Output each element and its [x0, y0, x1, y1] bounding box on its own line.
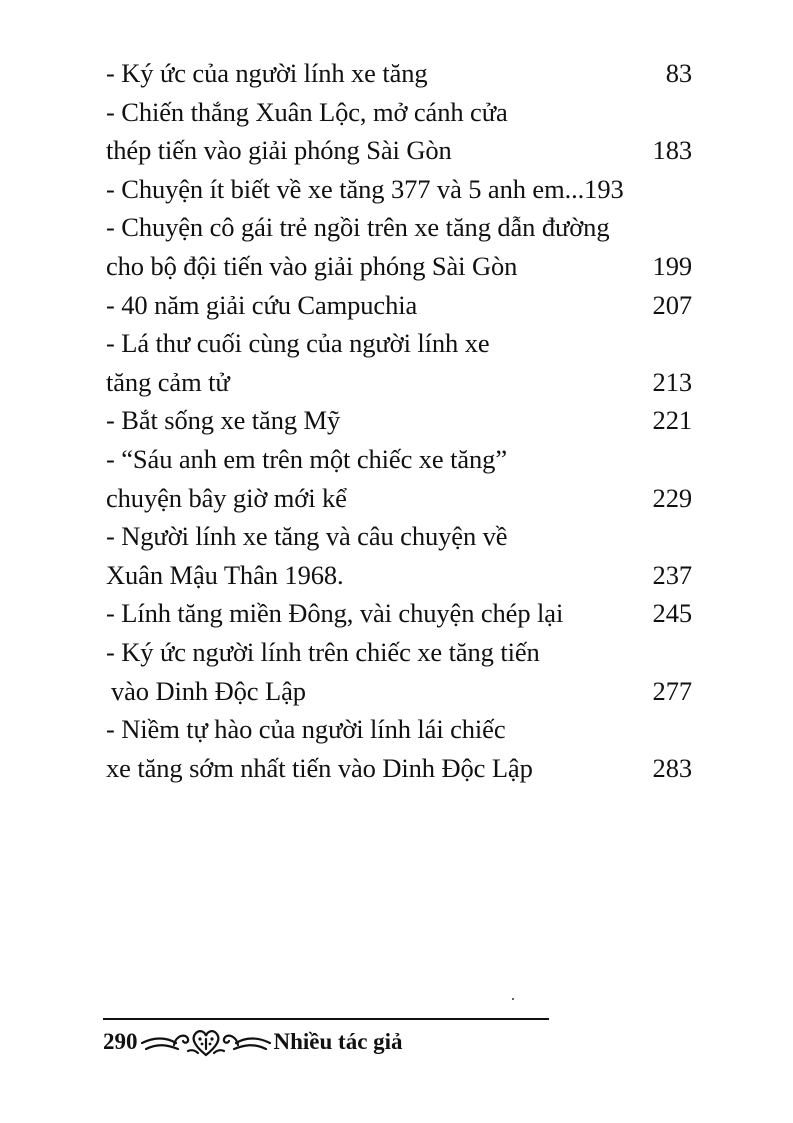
toc-title: - 40 năm giải cứu Campuchia: [106, 289, 418, 320]
toc-title: - “Sáu anh em trên một chiếc xe tăng”: [106, 443, 507, 474]
toc-page: 237: [652, 559, 692, 590]
toc-title: xe tăng sớm nhất tiến vào Dinh Độc Lập: [106, 752, 533, 783]
toc-line: [106, 93, 692, 132]
toc-line: [106, 324, 692, 363]
table-of-contents: [106, 54, 692, 787]
toc-line: [106, 440, 692, 479]
toc-page: 83: [665, 58, 692, 88]
toc-title: - Bắt sống xe tăng Mỹ: [106, 405, 341, 436]
toc-title: chuyện bây giờ mới kể: [106, 482, 347, 513]
toc-line: [106, 672, 692, 711]
toc-title: - Lính tăng miền Đông, vài chuyện chép lại: [106, 598, 564, 629]
toc-title: - Chuyện cô gái trẻ ngồi trên xe tăng dẫn đường: [106, 212, 610, 243]
toc-page: 199: [652, 250, 692, 281]
print-speck: [512, 998, 514, 1000]
toc-title: - Lá thư cuối cùng của người lính xe: [106, 328, 490, 359]
toc-title: - Người lính xe tăng và câu chuyện về: [106, 521, 508, 552]
toc-title: - Chiến thắng Xuân Lộc, mở cánh cửa: [106, 96, 508, 127]
toc-page: 213: [652, 366, 692, 397]
toc-title: cho bộ đội tiến vào giải phóng Sài Gòn: [106, 250, 518, 281]
toc-title: thép tiến vào giải phóng Sài Gòn: [106, 135, 452, 166]
toc-page: 229: [652, 482, 692, 513]
toc-line: [106, 479, 692, 518]
toc-title: tăng cảm tử: [106, 366, 230, 397]
toc-page: 277: [652, 675, 692, 706]
author-name: Nhiều tác giả: [273, 1029, 403, 1054]
toc-line: [106, 170, 692, 209]
toc-title: Xuân Mậu Thân 1968.: [106, 559, 344, 590]
toc-title: - Niềm tự hào của người lính lái chiếc: [106, 714, 506, 745]
toc-page: 183: [652, 135, 692, 166]
page-footer: [103, 1026, 403, 1058]
toc-title: - Ký ức người lính trên chiếc xe tăng tiến: [106, 636, 540, 667]
toc-line: [106, 363, 692, 402]
page-number: 290: [103, 1029, 138, 1054]
toc-title: - Chuyện ít biết về xe tăng 377 và 5 anh em...193: [106, 173, 624, 204]
toc-line: [106, 131, 692, 170]
footer-rule: [103, 1018, 549, 1020]
toc-page: 283: [652, 752, 692, 783]
toc-line: [106, 710, 692, 749]
toc-title: - Ký ức của người lính xe tăng: [106, 58, 428, 88]
toc-line: [106, 286, 692, 325]
toc-line: [106, 247, 692, 286]
scroll-ornament-icon: [140, 1027, 272, 1057]
toc-line: [106, 517, 692, 556]
toc-page: 207: [652, 289, 692, 320]
toc-line: [106, 556, 692, 595]
toc-line: [106, 54, 692, 93]
toc-page: 245: [652, 598, 692, 629]
toc-title: vào Dinh Độc Lập: [111, 675, 306, 706]
toc-line: [106, 594, 692, 633]
toc-line: [106, 401, 692, 440]
toc-page: 221: [652, 405, 692, 436]
toc-line: [106, 633, 692, 672]
toc-line: [106, 208, 692, 247]
toc-line: [106, 749, 692, 788]
